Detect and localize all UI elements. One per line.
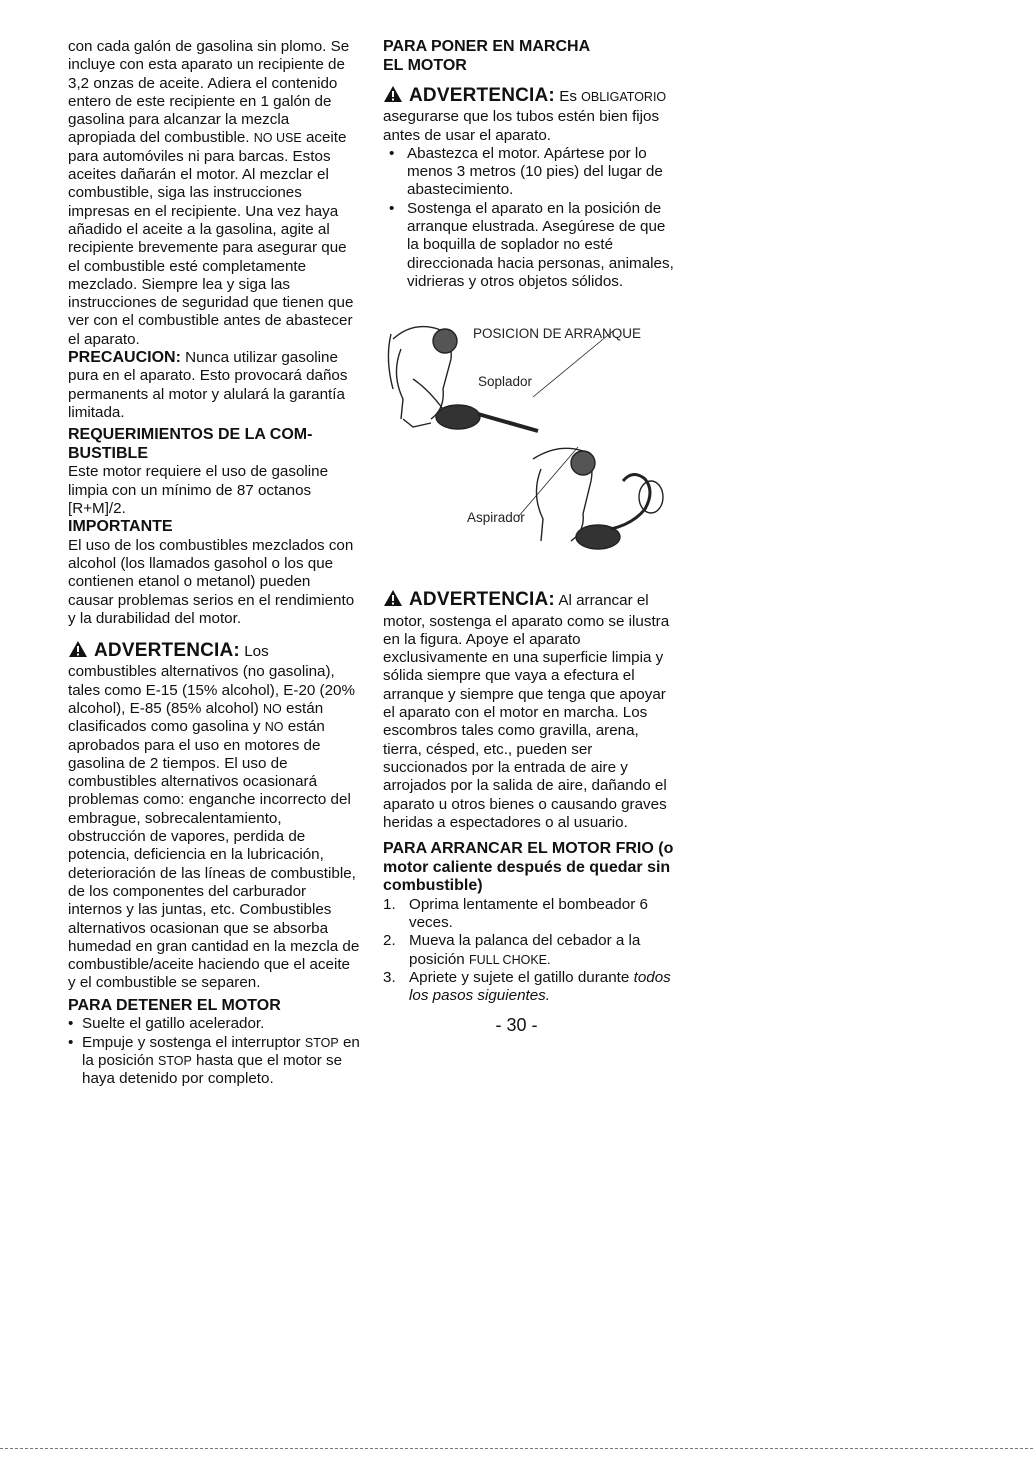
page-number: - 30 -: [495, 1015, 538, 1035]
figure-label-vacuum: Aspirador: [467, 510, 525, 526]
starting-position-figure: [383, 319, 675, 567]
cold-start-heading: PARA ARRANCAR EL MOTOR FRIO (o motor caliente después de quedar sin combustible): [383, 840, 674, 895]
start-engine-heading: PARA PONER EN MARCHA EL MOTOR: [383, 38, 590, 74]
list-item: • Sostenga el aparato en la posición de arranque elustrada. Asegúrese de que la boquilla de soplador no esté direccionada hacia personas, animales, vidrieras y otros objetos sólidos.: [383, 200, 675, 291]
importante-text: El uso de los combustibles mezclados con alcohol (los llamados gasohol o los que contienen etanol o metanol) pueden causar problemas serios en el rendimiento y la durabilidad del motor.: [68, 536, 355, 627]
fuel-requirements-text: Este motor requiere el uso de gasoline limpia con un mínimo de 87 octanos [R+M]/2.: [68, 463, 329, 517]
fuel-mix-paragraph: con cada galón de gasolina sin plomo. Se incluye con esta aparato un recipiente de 3,2 onzas de aceite. Adiera el contenido entero de este recipiente en 1 galón de gasolina para alcanzar la mezcla apropiada del combustible. NO USE aceite para automóviles ni para barcas. Estos aceites dañarán el motor. Al mezclar el combustible, siga las instrucciones impresas en el recipiente. Una vez haya añadido el aceite a la gasolina, agite al recipiente brevemente para asegurar que el combustible esté completamente mezclado. Siempre lea y siga las instrucciones de seguridad que tienen que ver con el combustible antes de abastecer el aparato.: [68, 38, 354, 348]
warning-title: ADVERTENCIA:: [409, 85, 555, 106]
list-item: 3. Apriete y sujete el gatillo durante todos los pasos siguientes.: [383, 968, 671, 1005]
list-item: 2. Mueva la palanca del cebador a la posición FULL CHOKE.: [383, 932, 641, 968]
cold-start-steps: [383, 896, 675, 1006]
figure-label-blower: Soplador: [478, 374, 533, 390]
warning-triangle-icon: [383, 85, 403, 108]
right-column: [383, 38, 675, 1005]
stop-engine-heading: PARA DETENER EL MOTOR: [68, 996, 281, 1014]
tubes-warning: ADVERTENCIA: Es OBLIGATORIO asegurarse que los tubos estén bien fijos antes de usar el aparato.: [383, 85, 667, 144]
list-item: • Suelte el gatillo acelerador.: [68, 1015, 360, 1033]
warning-triangle-icon: [383, 589, 403, 612]
alt-fuel-warning: ADVERTENCIA: Los combustibles alternativos (no gasolina), tales como E-15 (15% alcohol), E-20 (20% alcohol), E-85 (85% alcohol) NO están clasificados como gasolina y NO están aprobados para el uso en motores de gasolina de 2 tiempos. El uso de combustibles alternativos ocasionará problemas como: enganche incorrecto del embrague, sobrecalentamiento, obstrucción de vapores, perdida de potencia, deficiencia en la lubricación, deterioración de las líneas de combustible, de los componentes del carburador internos y las juntas, etc. Combustibles alternativos ocasionan que se absorba humedad en gran cantidad en la mezcla de combustible/aceite haciendo que el aceite y el combustible se separen.: [68, 640, 360, 992]
start-bullets: [383, 145, 675, 291]
precaucion-paragraph: PRECAUCION: Nunca utilizar gasoline pura en el aparato. Esto provocará daños permanents al motor y alulará la garantía limitada.: [68, 349, 348, 421]
fuel-requirements-heading: REQUERIMIENTOS DE LA COM-BUSTIBLE: [68, 426, 313, 462]
starting-position-illustration: [383, 319, 675, 567]
starting-warning: ADVERTENCIA: Al arrancar el motor, sostenga el aparato como se ilustra en la figura. Apoye el aparato exclusivamente en una superficie limpia y sólida siempre que vaya a efectura el arranque y siempre que tenga que apoyar el aparato con el motor en marcha. Los escombros tales como gravilla, arena, tierra, césped, etc., pueden ser succionados por la entrada de aire y arrojados por la salida de aire, dañando el aparato u otros bienes o causando graves heridas a espectadores o al usuario.: [383, 589, 670, 831]
warning-title: ADVERTENCIA:: [94, 640, 240, 662]
warning-title: ADVERTENCIA:: [409, 589, 555, 611]
list-item: • Abastezca el motor. Apártese por lo menos 3 metros (10 pies) del lugar de abastecimiento.: [383, 145, 675, 200]
left-column: [68, 38, 360, 1088]
warning-triangle-icon: [68, 640, 88, 663]
importante-heading: IMPORTANTE: [68, 518, 173, 536]
bottom-divider: [0, 1448, 1033, 1449]
list-item: • Empuje y sostenga el interruptor STOP en la posición STOP hasta que el motor se haya detenido por completo.: [68, 1034, 360, 1089]
figure-title: POSICION DE ARRANQUE: [473, 326, 642, 342]
list-item: 1. Oprima lentamente el bombeador 6 veces.: [383, 895, 648, 931]
